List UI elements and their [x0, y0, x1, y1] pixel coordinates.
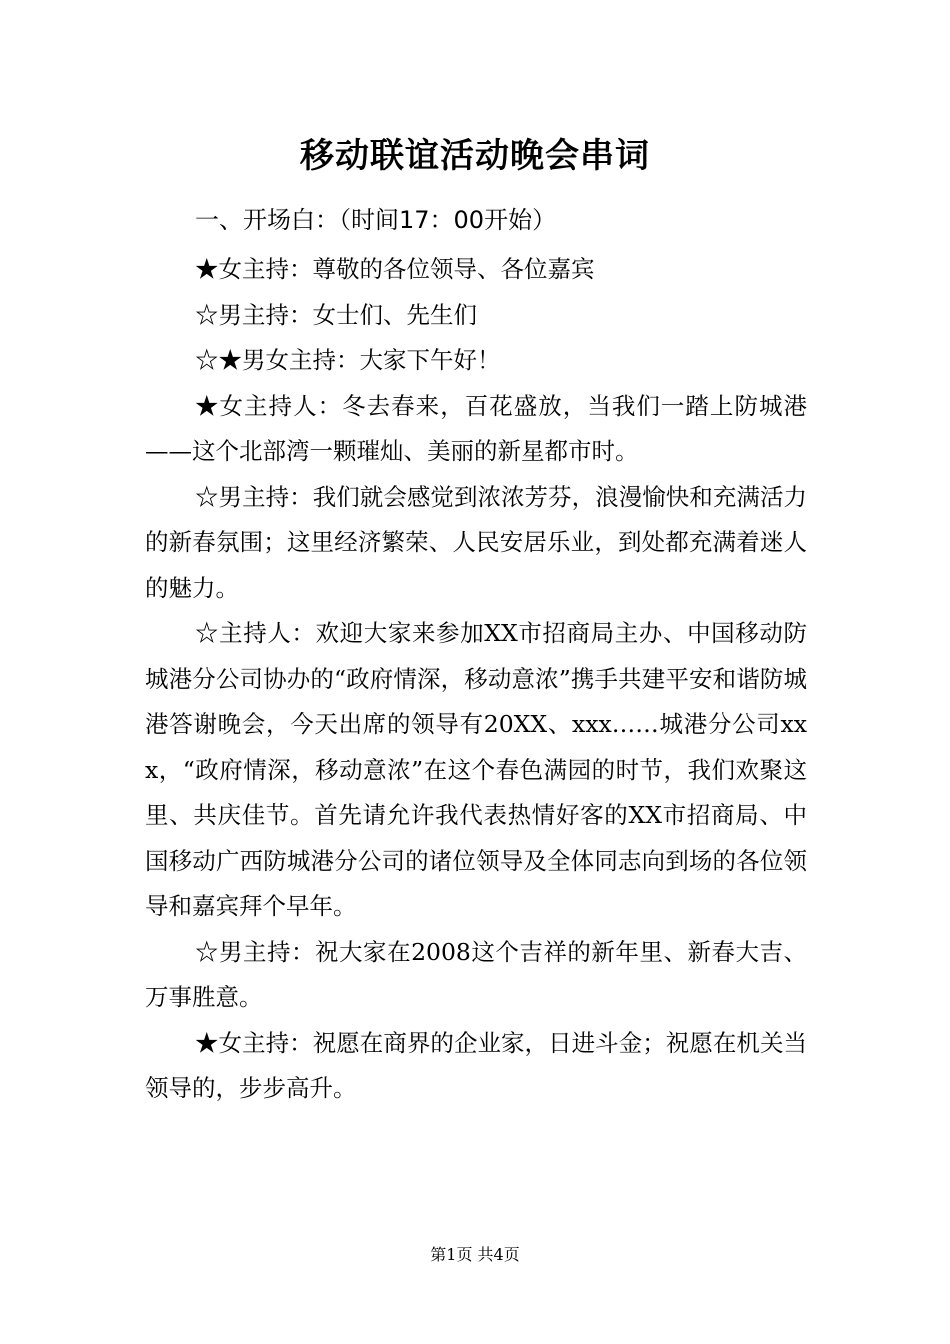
paragraph-greeting-female: ★女主持：尊敬的各位领导、各位嘉宾 [195, 255, 595, 283]
paragraph-greeting-both: ☆★男女主持：大家下午好！ [195, 346, 501, 374]
paragraph-host-welcome: ☆主持人：欢迎大家来参加XX市招商局主办、中国移动防城港分公司协办的“政府情深，移动意浓”携手共建平安和谐防城港答谢晚会，今天出席的领导有20XX、xxx……城港分公司xxx，“政府情深，移动意浓”在这个春色满园的时节，我们欢聚这里、共庆佳节。首先请允许我代表热情好客的XX市招商局、中国移动广西防城港分公司的诸位领导及全体同志向到场的各位领导和嘉宾拜个早年。 [145, 619, 807, 920]
paragraph-male-host-atmosphere: ☆男主持：我们就会感觉到浓浓芳芬，浪漫愉快和充满活力的新春氛围；这里经济繁荣、人民安居乐业，到处都充满着迷人的魅力。 [145, 482, 807, 602]
paragraph-female-host-intro: ★女主持人：冬去春来，百花盛放，当我们一踏上防城港——这个北部湾一颗璀灿、美丽的新星都市时。 [145, 391, 807, 465]
paragraph-female-host-blessing: ★女主持：祝愿在商界的企业家，日进斗金；祝愿在机关当领导的，步步高升。 [145, 1028, 807, 1102]
section-heading: 一、开场白：（时间17：00开始） [195, 206, 557, 234]
document-title: 移动联谊活动晚会串词 [300, 136, 650, 176]
paragraph-greeting-male: ☆男主持：女士们、先生们 [195, 300, 477, 329]
page-footer: 第1页 共4页 [430, 1245, 520, 1264]
document-body [145, 247, 807, 1112]
paragraph-male-host-blessing: ☆男主持：祝大家在2008这个吉祥的新年里、新春大吉、万事胜意。 [145, 937, 807, 1011]
